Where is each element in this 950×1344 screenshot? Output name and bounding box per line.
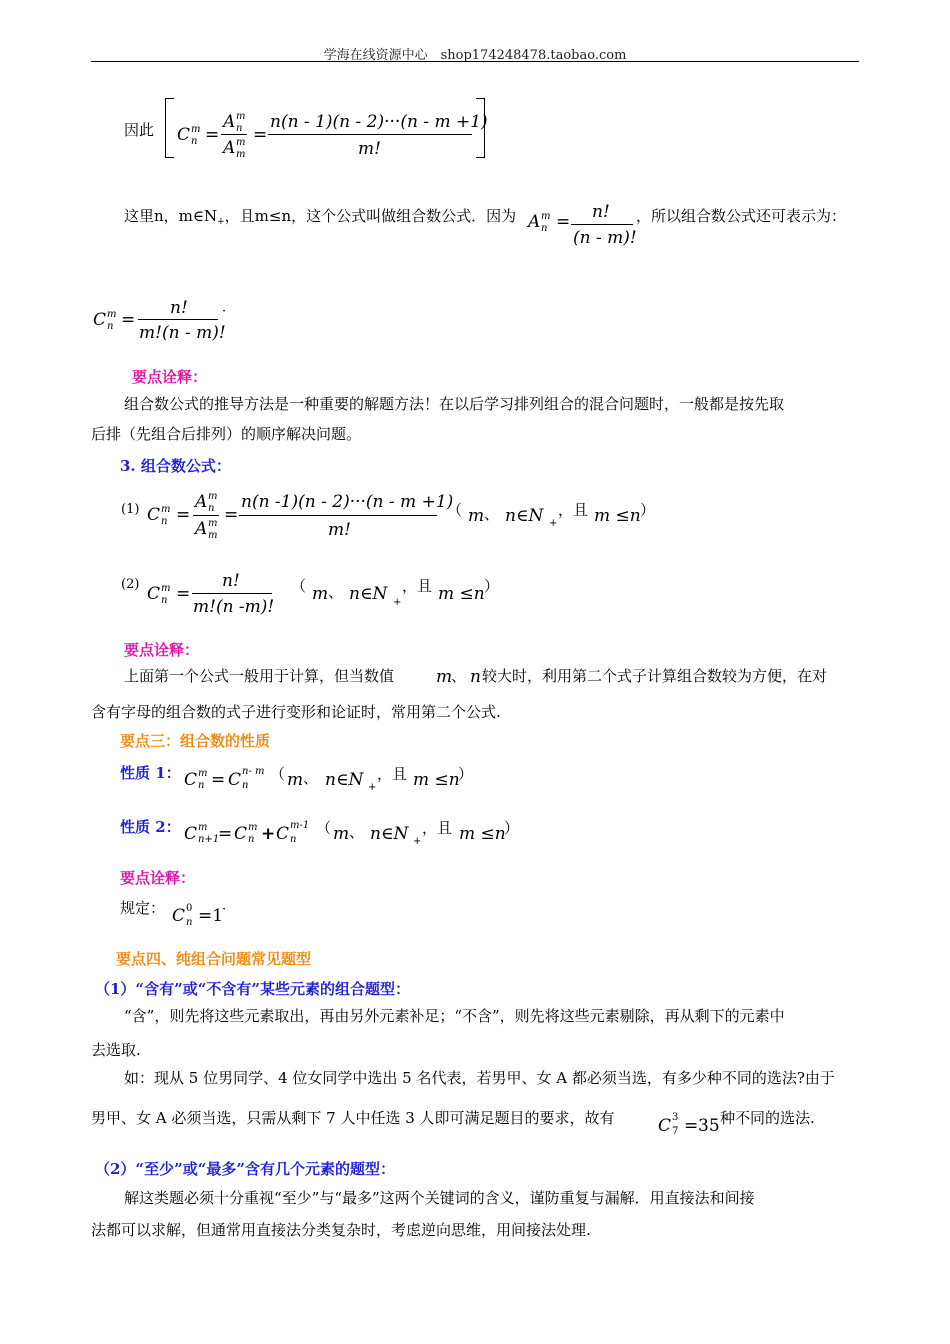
example-line2b: 种不同的选法.: [720, 1109, 815, 1127]
prop2-label: 性质 2：: [120, 818, 181, 836]
sub1-line2: 去选取.: [91, 1041, 141, 1059]
section-k3-title: 要点三：组合数的性质: [120, 732, 271, 750]
example-line1: 如：现从 5 位男同学、4 位女同学中选出 5 名代表，若男甲、女 A 都必须当选，有多少种不同的选法?由于: [124, 1069, 835, 1087]
lead-text: 因此: [124, 121, 155, 139]
note2-var-m: m: [436, 667, 453, 687]
sub2-title: （2）“至少”或“最多”含有几个元素的题型：: [95, 1160, 395, 1178]
para1-text-c: ，所以组合数公式还可表示为：: [636, 207, 847, 225]
sub2-line2: 法都可以求解，但通常用直接法分类复杂时，考虑逆向思维，用间接法处理.: [91, 1221, 591, 1239]
note2-label: 要点诠释：: [124, 641, 200, 659]
page-header: 学海在线资源中心 shop174248478.taobao.com: [323, 48, 627, 63]
note1-label: 要点诠释：: [132, 368, 208, 386]
formula2-label: (2): [121, 577, 140, 592]
note2-var-n: n: [470, 667, 481, 687]
example-line2a: 男甲、女 A 必须当选，只需从剩下 7 人中任选 3 人即可满足题目的要求，故有: [91, 1109, 615, 1127]
sub1-title: （1）“含有”或“不含有”某些元素的组合题型：: [95, 980, 410, 998]
note1-line2: 后排（先组合后排列）的顺序解决问题。: [91, 425, 362, 443]
section-k4-title: 要点四、纯组合问题常见题型: [116, 950, 312, 968]
para1-text-a: 这里n，$m\in N_+$，且m≤n，这个公式叫做组合数公式．因为: [124, 207, 517, 227]
note2-line1a: 上面第一个公式一般用于计算，但当数值: [124, 667, 395, 685]
prop1-label: 性质 1：: [120, 764, 181, 782]
note1-line1: 组合数公式的推导方法是一种重要的解题方法！在以后学习排列组合的混合问题时，一般都是按先取: [124, 395, 785, 413]
note2-line1b: 较大时，利用第二个式子计算组合数较为方便，在对: [482, 667, 828, 685]
left-bracket: [165, 98, 174, 158]
note2-sep: 、: [451, 667, 467, 685]
formula1-label: (1): [121, 502, 140, 517]
rule-label: 规定：: [120, 899, 166, 917]
note3-label: 要点诠释：: [120, 869, 196, 887]
sub1-line1: “含”，则先将这些元素取出，再由另外元素补足；“不含”，则先将这些元素剔除，再从剩下的元素中: [124, 1007, 785, 1025]
note2-line2: 含有字母的组合数的式子进行变形和论证时，常用第二个公式.: [91, 703, 501, 721]
sub2-line1: 解这类题必须十分重视“至少”与“最多”这两个关键词的含义，谨防重复与漏解．用直接法和间接: [124, 1189, 755, 1207]
section3-title: 3. 组合数公式：: [120, 457, 231, 475]
header-rule: [91, 61, 859, 62]
